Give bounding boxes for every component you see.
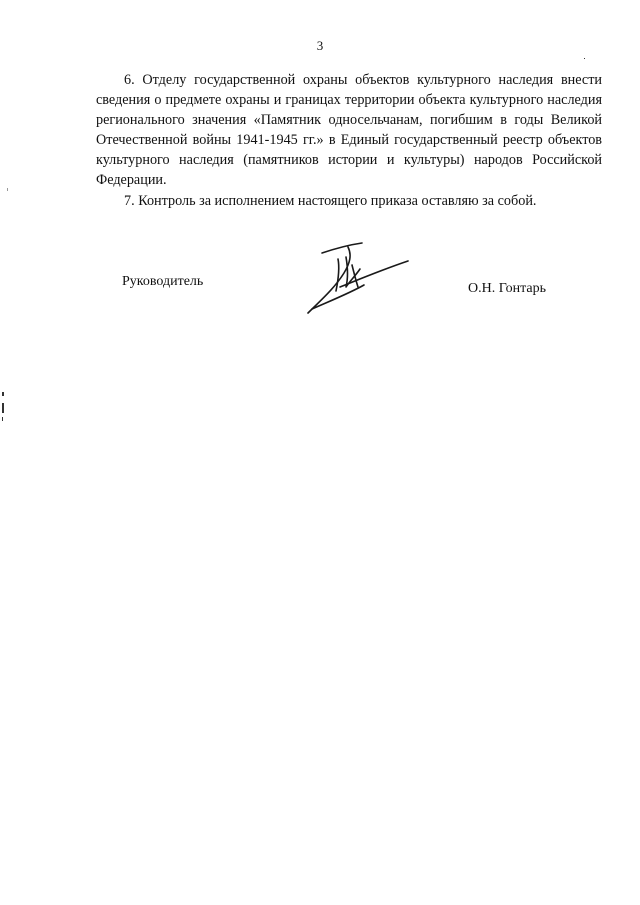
paragraph-7: 7. Контроль за исполнением настоящего приказа оставляю за собой. (124, 193, 537, 209)
scan-mark (7, 188, 8, 191)
signer-name: О.Н. Гонтарь (468, 281, 546, 296)
paragraph-6: 6. Отделу государственной охраны объектов культурного наследия внести сведения о предмете охраны и границах территории объекта культурного наследия регионального значения «Памятник односельчанам, погибшим в годы Великой Отечественной войны 1941-1945 гг.» в Единый государственный реестр объектов культурного наследия (памятников истории и культуры) народов Российской Федерации. (96, 72, 602, 188)
handwritten-signature (300, 235, 420, 317)
signer-role: Руководитель (122, 274, 204, 289)
scan-mark (2, 417, 3, 421)
page-number: 3 (316, 38, 324, 53)
scan-mark (2, 403, 4, 413)
scan-mark (584, 58, 585, 59)
scan-mark (2, 392, 4, 396)
